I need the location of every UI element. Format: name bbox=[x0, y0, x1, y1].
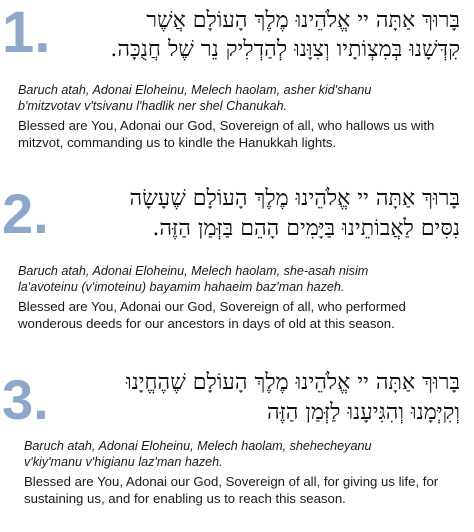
hebrew-text bbox=[65, 6, 460, 64]
english-line: Blessed are You, Adonai our God, Sovereign of all, who performed bbox=[18, 299, 406, 314]
hebrew-line: וְקִיְּמָנוּ וְהִגִּיעָנוּ לַזְּמַן הַזֶּה bbox=[266, 400, 460, 425]
blessing-1 bbox=[0, 0, 474, 170]
hebrew-line: קִדְּשָׁנוּ בְּמִצְוֹתָיו וְצִוָּנוּ לְהַדְלִיק נֵר שֶׁל חֲנֻכָּה. bbox=[110, 37, 460, 62]
transliteration-line: la'avoteinu (v'imoteinu) bayamim hahaeim baz'man hazeh. bbox=[18, 279, 345, 294]
transliteration-line: b'mitzvotav v'tsivanu l'hadlik ner shel Chanukah. bbox=[18, 98, 288, 113]
transliteration bbox=[18, 83, 371, 114]
english-line: wonderous deeds for our ancestors in days of old at this season. bbox=[18, 315, 395, 331]
transliteration-line: Baruch atah, Adonai Eloheinu, Melech haolam, asher kid'shanu bbox=[18, 83, 372, 97]
transliteration-line: v'kiy'manu v'higianu laz'man hazeh. bbox=[24, 454, 223, 469]
blessing-number: 1. bbox=[2, 0, 51, 65]
transliteration bbox=[24, 439, 372, 470]
hebrew-text bbox=[65, 368, 460, 428]
english-translation bbox=[18, 299, 406, 332]
transliteration-line: Baruch atah, Adonai Eloheinu, Melech haolam, shehecheyanu bbox=[24, 439, 372, 453]
hebrew-line: בָּרוּךְ אַתָּה יי אֱלֹהֵינוּ מֶלֶךְ הָעוֹלָם שֶׁהֶחֱיָנוּ bbox=[125, 370, 460, 395]
english-line: mitzvot, commanding us to kindle the Hanukkah lights. bbox=[18, 134, 337, 150]
transliteration-line: Baruch atah, Adonai Eloheinu, Melech haolam, she-asah nisim bbox=[18, 264, 369, 278]
english-translation bbox=[18, 118, 434, 151]
transliteration bbox=[18, 264, 368, 295]
english-translation bbox=[24, 474, 438, 507]
hebrew-line: בָּרוּךְ אַתָּה יי אֱלֹהֵינוּ מֶלֶךְ הָעוֹלָם אֲשֶׁר bbox=[146, 8, 460, 33]
english-line: Blessed are You, Adonai our God, Sovereign of all, for giving us life, for bbox=[24, 474, 439, 489]
blessing-3 bbox=[0, 362, 474, 532]
hebrew-text bbox=[65, 184, 460, 244]
hebrew-line: נִסִּים לַאֲבוֹתֵינוּ בַּיָּמִים הָהֵם בַּזְּמַן הַזֶּה. bbox=[152, 216, 460, 241]
blessing-2 bbox=[0, 178, 474, 348]
english-line: Blessed are You, Adonai our God, Sovereign of all, who hallows us with bbox=[18, 118, 435, 133]
blessing-number: 3. bbox=[2, 368, 49, 431]
blessing-number: 2. bbox=[2, 182, 49, 245]
english-line: sustaining us, and for enabling us to reach this season. bbox=[24, 490, 346, 506]
hebrew-line: בָּרוּךְ אַתָּה יי אֱלֹהֵינוּ מֶלֶךְ הָעוֹלָם שֶׁעָשָׂה bbox=[129, 186, 460, 211]
